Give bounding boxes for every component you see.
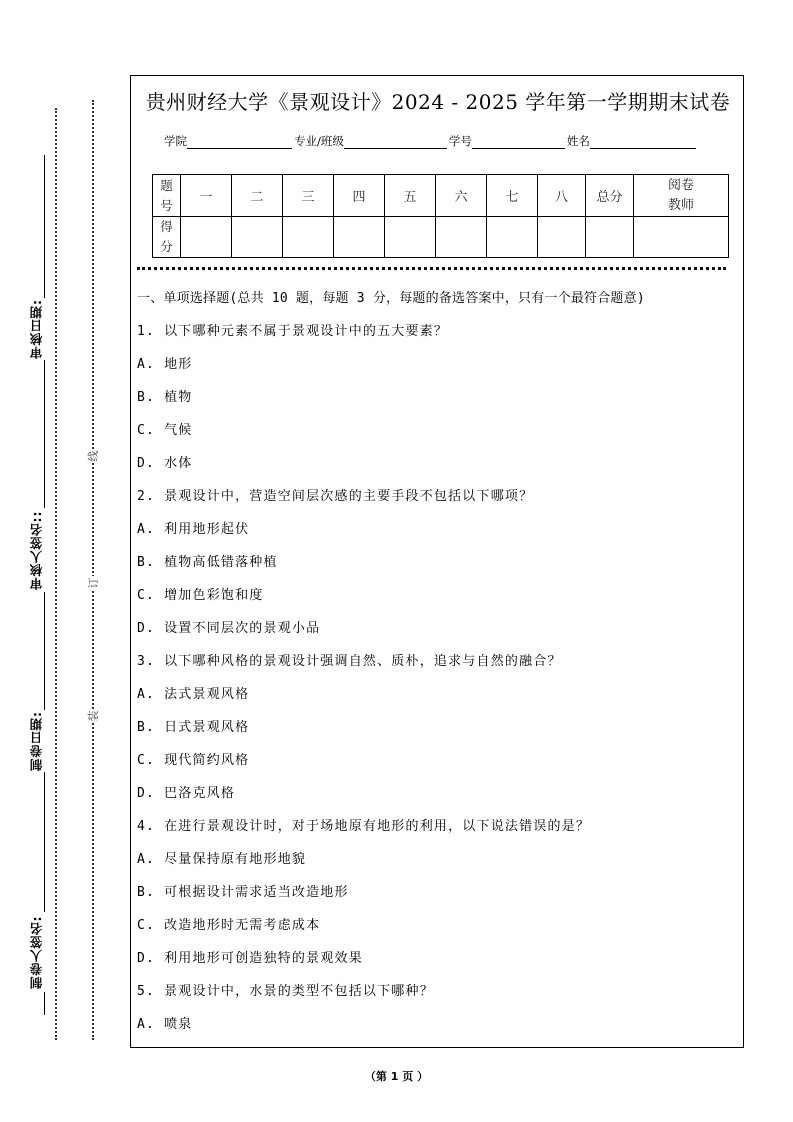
option-key: A. [137,1017,156,1032]
score-header [153,217,181,258]
college-label: 学院 [164,134,187,148]
option [137,752,737,785]
header-char: 题 [160,177,173,193]
score-table [152,174,729,258]
grader-header [634,175,729,217]
option-text: 水体 [164,456,193,471]
option-key: A. [137,687,156,702]
student-id-label: 学号 [448,134,472,148]
dotted-cut-line-outer [92,100,94,1040]
major-class-field[interactable] [344,136,447,149]
option [137,521,737,554]
dotted-separator [137,267,726,270]
option-text: 增加色彩饱和度 [164,588,264,603]
option-text: 法式景观风格 [164,687,250,702]
dotted-cut-line-inner [55,108,57,1040]
option [137,455,737,488]
col-6: 六 [436,175,487,217]
header-char: 分 [160,239,173,254]
col-8: 八 [538,175,586,217]
option [137,719,737,752]
option-key: B. [137,885,156,900]
score-cell-3[interactable] [283,217,334,258]
grader-line: 阅卷 [667,177,694,193]
student-info-row [164,133,698,149]
score-row [153,217,729,258]
option-text: 利用地形起伏 [164,522,250,537]
questions-section [137,290,737,1049]
option-text: 可根据设计需求适当改造地形 [164,885,349,900]
score-cell-8[interactable] [538,217,586,258]
score-cell-6[interactable] [436,217,487,258]
question-text: 以下哪种风格的景观设计强调自然、质朴，追求与自然的融合？ [164,654,562,669]
option [137,785,737,818]
option [137,587,737,620]
name-field[interactable] [590,136,696,149]
paper-date-label: 制卷日期: [28,710,48,772]
option-key: C. [137,753,156,768]
option-text: 设置不同层次的景观小品 [164,621,321,636]
option-text: 植物高低错落种植 [164,555,278,570]
student-id-field[interactable] [472,136,565,149]
grader-cell[interactable] [634,217,729,258]
option-text: 喷泉 [164,1017,193,1032]
score-cell-4[interactable] [334,217,385,258]
option-text: 尽量保持原有地形地貌 [164,852,307,867]
option [137,422,737,455]
question-number: 3. [137,654,156,669]
question-text: 景观设计中，水景的类型不包括以下哪种？ [164,984,434,999]
score-cell-total[interactable] [586,217,634,258]
question-number: 5. [137,984,156,999]
option-text: 地形 [164,357,193,372]
option-text: 巴洛克风格 [164,786,236,801]
question-1 [137,323,737,356]
question-text: 景观设计中，营造空间层次感的主要手段不包括以下哪项？ [164,489,534,504]
option-key: B. [137,555,156,570]
major-class-label: 专业/班级 [294,134,344,148]
option-text: 现代简约风格 [164,753,250,768]
option-key: D. [137,786,156,801]
question-number: 1. [137,324,156,339]
option-text: 改造地形时无需考虑成本 [164,918,321,933]
col-total: 总分 [586,175,634,217]
header-char: 号 [160,197,173,213]
option-key: D. [137,621,156,636]
reviewer-signature-label: 审核人签名:: [28,508,48,592]
option [137,389,737,422]
col-2: 二 [232,175,283,217]
option-key: B. [137,720,156,735]
option-text: 气候 [164,423,193,438]
review-date-label: 审核日期: [28,298,48,360]
bind-char-bind: 装 [87,710,100,722]
score-cell-7[interactable] [487,217,538,258]
option-key: C. [137,588,156,603]
col-3: 三 [283,175,334,217]
option [137,950,737,983]
col-4: 四 [334,175,385,217]
option [137,884,737,917]
option-key: A. [137,852,156,867]
exam-title: 贵州财经大学《景观设计》2024 - 2025 学年第一学期期末试卷 [145,90,731,114]
question-text: 在进行景观设计时，对于场地原有地形的利用，以下说法错误的是？ [164,819,591,834]
option [137,620,737,653]
bind-char-line: 线 [87,450,100,462]
section-heading: 一、单项选择题(总共 10 题，每题 3 分，每题的备选答案中，只有一个最符合题意) [137,291,645,306]
option-key: A. [137,522,156,537]
option-text: 利用地形可创造独特的景观效果 [164,951,363,966]
exam-page-frame [130,75,744,1048]
option [137,851,737,884]
option-text: 植物 [164,390,193,405]
paper-maker-signature-label: 制卷人签名: [28,912,48,992]
header-char: 得 [160,219,173,234]
option-key: A. [137,357,156,372]
question-2 [137,488,737,521]
col-7: 七 [487,175,538,217]
question-5 [137,983,737,1016]
option [137,554,737,587]
question-number: 2. [137,489,156,504]
score-cell-2[interactable] [232,217,283,258]
col-1: 一 [181,175,232,217]
option-text: 日式景观风格 [164,720,250,735]
question-text: 以下哪种元素不属于景观设计中的五大要素？ [164,324,449,339]
page-number: （第 1 页 ） [364,1070,429,1083]
option [137,356,737,389]
question-number-header [153,175,181,217]
question-3 [137,653,737,686]
option-key: C. [137,918,156,933]
score-cell-5[interactable] [385,217,436,258]
question-number-row [153,175,729,217]
college-field[interactable] [187,136,292,149]
option [137,917,737,950]
grader-line: 教师 [667,197,694,213]
option [137,1016,737,1049]
option-key: D. [137,951,156,966]
option-key: D. [137,456,156,471]
name-label: 姓名 [566,134,590,148]
bind-char-staple: 订 [87,577,100,589]
score-cell-1[interactable] [181,217,232,258]
option [137,686,737,719]
option-key: C. [137,423,156,438]
question-4 [137,818,737,851]
question-number: 4. [137,819,156,834]
option-key: B. [137,390,156,405]
col-5: 五 [385,175,436,217]
